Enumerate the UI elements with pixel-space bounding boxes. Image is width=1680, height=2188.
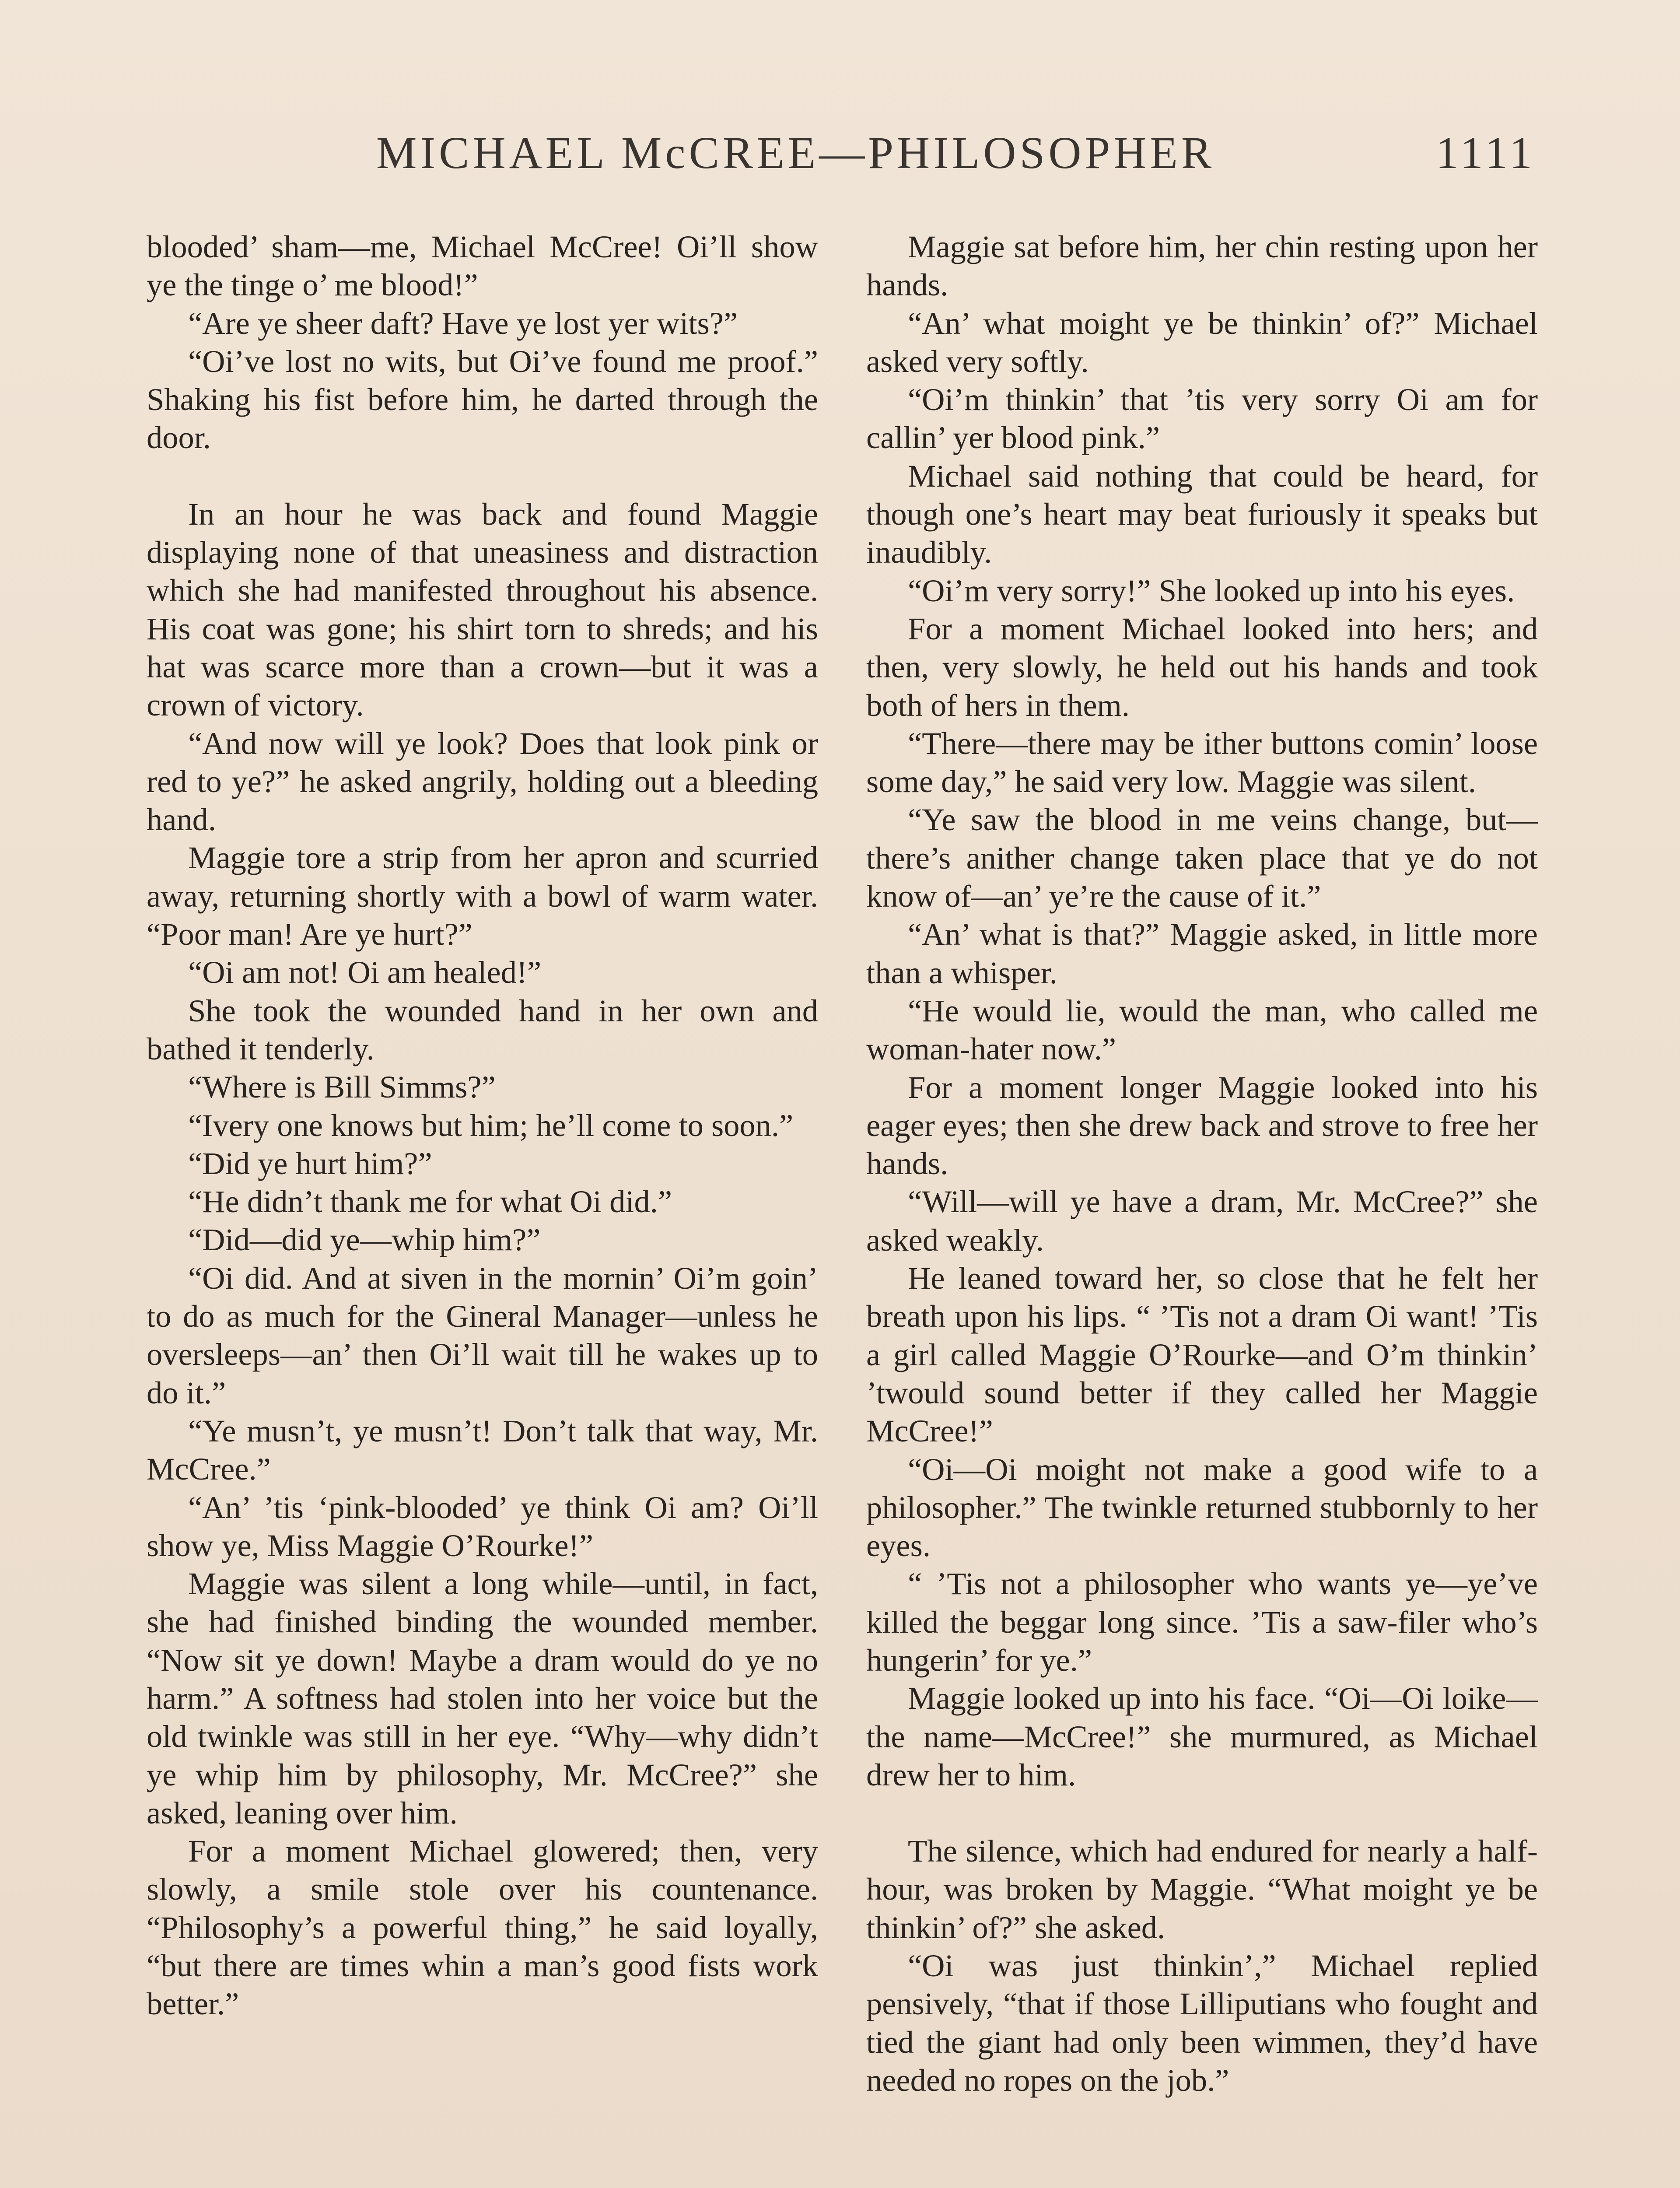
paragraph: blooded’ sham—me, Michael McCree! Oi’ll show ye the tinge o’ me blood!” <box>147 229 818 303</box>
paragraph: “Oi was just thinkin’,” Michael replied pensively, “that if those Lilliputians who fought and tied the giant had only been wimmen, they’d have needed no ropes on the job.” <box>866 1948 1538 2098</box>
paragraph: “Ye musn’t, ye musn’t! Don’t talk that way, Mr. McCree.” <box>147 1413 818 1487</box>
paragraph: “There—there may be ither buttons comin’ loose some day,” he said very low. Maggie was silent. <box>866 725 1538 799</box>
paragraph: “An’ what moight ye be thinkin’ of?” Michael asked very softly. <box>866 305 1538 379</box>
paragraph: “Where is Bill Simms?” <box>188 1069 496 1105</box>
paragraph: “Oi’ve lost no wits, but Oi’ve found me proof.” Shaking his fist before him, he darted through the door. <box>147 343 818 456</box>
paragraph: For a moment Michael looked into hers; and then, very slowly, he held out his hands and took both of hers in them. <box>866 610 1538 723</box>
paragraph: “Did ye hurt him?” <box>188 1145 432 1181</box>
paragraph: Maggie tore a strip from her apron and scurried away, returning shortly with a bowl of warm water. “Poor man! Are ye hurt?” <box>147 840 818 952</box>
paragraph: “He didn’t thank me for what Oi did.” <box>188 1184 672 1220</box>
paragraph: “Will—will ye have a dram, Mr. McCree?” she asked weakly. <box>866 1184 1538 1258</box>
paragraph: She took the wounded hand in her own and bathed it tenderly. <box>147 992 818 1066</box>
section-break <box>147 457 818 495</box>
paragraph: “Ivery one knows but him; he’ll come to soon.” <box>188 1107 794 1143</box>
paragraph: For a moment longer Maggie looked into his eager eyes; then she drew back and strove to free her hands. <box>866 1069 1538 1182</box>
paragraph: For a moment Michael glowered; then, very slowly, a smile stole over his countenance. “Philosophy’s a powerful thing,” he said loyally, “but there are times whin a man’s good fists work better.” <box>147 1833 818 2022</box>
paragraph: “And now will ye look? Does that look pink or red to ye?” he asked angrily, holding out a bleeding hand. <box>147 725 818 838</box>
paragraph: “Oi am not! Oi am healed!” <box>188 954 542 990</box>
paragraph: “Did—did ye—whip him?” <box>188 1222 541 1258</box>
paragraph: The silence, which had endured for nearly a half-hour, was broken by Maggie. “What moight ye be thinkin’ of?” she asked. <box>866 1833 1538 1945</box>
paragraph: “Ye saw the blood in me veins change, but—there’s anither change taken place that ye do not know of—an’ ye’re the cause of it.” <box>866 802 1538 914</box>
paragraph: “An’ ’tis ‘pink-blooded’ ye think Oi am? Oi’ll show ye, Miss Maggie O’Rourke!” <box>147 1489 818 1563</box>
running-title: MICHAEL McCREE—PHILOSOPHER <box>376 128 1215 178</box>
right-column <box>866 228 1538 2188</box>
paragraph: In an hour he was back and found Maggie displaying none of that uneasiness and distraction which she had manifested throughout his absence. His coat was gone; his shirt torn to shreds; and his hat was scarce more than a crown—but it was a crown of victory. <box>147 496 818 723</box>
paragraph: “An’ what is that?” Maggie asked, in little more than a whisper. <box>866 916 1538 990</box>
paragraph: Maggie was silent a long while—until, in fact, she had finished binding the wounded member. “Now sit ye down! Maybe a dram would do ye no harm.” A softness had stolen into her voice but the old twinkle was still in her eye. “Why—why didn’t ye whip him by philosophy, Mr. McCree?” she asked, leaning over him. <box>147 1566 818 1830</box>
paragraph: “Oi’m very sorry!” She looked up into his eyes. <box>908 572 1515 608</box>
section-break <box>866 1794 1538 1832</box>
paragraph: “ ’Tis not a philosopher who wants ye—ye’ve killed the beggar long since. ’Tis a saw-filer who’s hungerin’ for ye.” <box>866 1566 1538 1678</box>
running-header <box>144 127 1536 193</box>
paragraph: “Oi—Oi moight not make a good wife to a philosopher.” The twinkle returned stubbornly to her eyes. <box>866 1451 1538 1564</box>
text-columns <box>147 228 1538 2188</box>
paragraph: “Oi did. And at siven in the mornin’ Oi’m goin’ to do as much for the Gineral Manager—unless he oversleeps—an’ then Oi’ll wait till he wakes up to do it.” <box>147 1260 818 1410</box>
paragraph: Michael said nothing that could be heard, for though one’s heart may beat furiously it speaks but inaudibly. <box>866 458 1538 570</box>
paragraph: “He would lie, would the man, who called me woman-hater now.” <box>866 992 1538 1067</box>
page-number: 1111 <box>1435 128 1536 178</box>
paragraph: Maggie sat before him, her chin resting upon her hands. <box>866 229 1538 303</box>
left-column <box>147 228 818 2188</box>
paragraph: “Oi’m thinkin’ that ’tis very sorry Oi am for callin’ yer blood pink.” <box>866 382 1538 456</box>
paragraph: He leaned toward her, so close that he felt her breath upon his lips. “ ’Tis not a dram Oi want! ’Tis a girl called Maggie O’Rourke—and O’m thinkin’ ’twould sound better if they called her Maggie McCree!” <box>866 1260 1538 1449</box>
paragraph: Maggie looked up into his face. “Oi—Oi loike—the name—McCree!” she murmured, as Michael drew her to him. <box>866 1680 1538 1792</box>
paragraph: “Are ye sheer daft? Have ye lost yer wits?” <box>188 305 738 341</box>
